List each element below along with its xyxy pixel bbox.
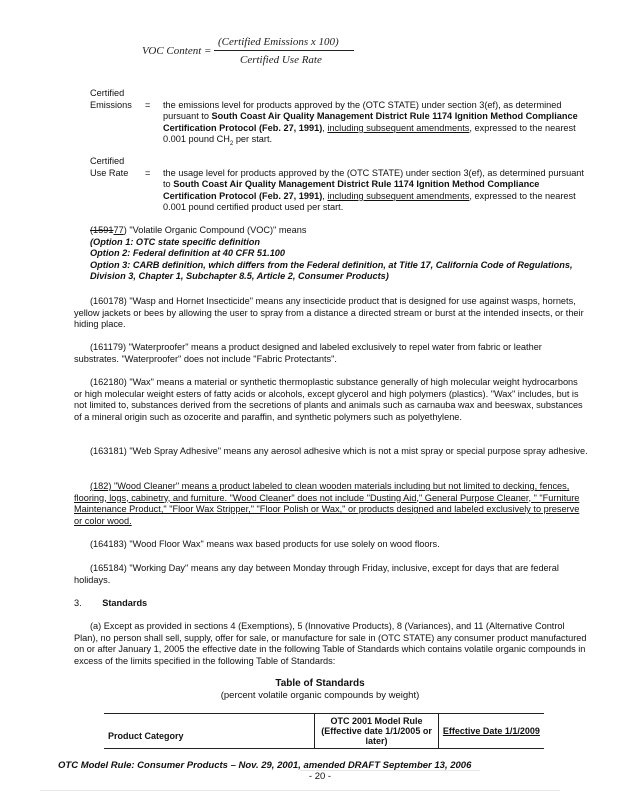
column-header-otc-2001: OTC 2001 Model Rule (Effective date 1/1/2005 or later) xyxy=(315,714,439,749)
definition-text: the emissions level for products approved by the (OTC STATE) under section 3(ef), as determined pursuant to South Coast Air Quality Management District Rule 1174 Ignition Method Compliance Certification Protocol (Feb. 27, 1991), including subsequent amendments, expressed to the nearest 0.001 pound $CH_2$ per start. xyxy=(163,99,578,148)
equals-sign: = xyxy=(145,99,151,110)
section-3-heading xyxy=(74,598,374,610)
table-title: Table of Standards xyxy=(275,678,365,689)
formula-numerator: (Certified Emissions x 100) xyxy=(218,36,339,48)
term-line1: Certified xyxy=(90,88,125,98)
option-3: Option 3: CARB definition, which differs from the Federal definition, at Title 17, California Code of Regulations, Division 3, Chapter 1, Subchapter 8.5, Article 2, Consumer Products) xyxy=(90,259,573,282)
voc-definition xyxy=(90,225,590,283)
definition-wood-cleaner: (182) "Wood Cleaner" means a product labeled to clean wooden materials including but not limited to decking, fences, flooring, logs, cabinetry, and furniture. "Wood Cleaner" does not include "Dusting Aid," General Purpose Cleaner, " "Furniture Maintenance Product," "Floor Wax Stripper," "Floor Polish or Wax," or products designed and labeled exclusively to preserve or color wood. xyxy=(74,481,580,526)
formula-lhs: VOC Content = xyxy=(142,45,212,57)
definition-text: the usage level for products approved by the (OTC STATE) under section 3(ef), as determined pursuant to South Coast Air Quality Management District Rule 1174 Ignition Method Compliance Certification Protocol (Feb. 27, 1991), including subsequent amendments, expressed to the nearest 0.001 pound certified product used per start. xyxy=(163,167,584,213)
voc-definition-heading: (159177) "Volatile Organic Compound (VOC)" means xyxy=(90,225,307,235)
page-number: - 20 - xyxy=(308,771,332,782)
section-title: Standards xyxy=(102,598,148,608)
term-line1: Certified xyxy=(90,156,125,166)
term-line2: Emissions xyxy=(90,99,132,110)
column-header-product-category: Product Category xyxy=(104,714,315,749)
table-subtitle: (percent volatile organic compounds by weight) xyxy=(220,690,420,701)
voc-formula xyxy=(142,36,382,68)
option-2: Option 2: Federal definition at 40 CFR 51.100 xyxy=(90,248,286,259)
section-number: 3. xyxy=(74,598,82,608)
column-header-effective-2009: Effective Date 1/1/2009 xyxy=(438,714,544,749)
footer-text: OTC Model Rule: Consumer Products – Nov. 29, 2001, amended DRAFT September 13, 2006 xyxy=(58,760,472,771)
definition-web-spray-adhesive: (163181) "Web Spray Adhesive" means any aerosol adhesive which is not a mist spray or special purpose spray adhesive. xyxy=(90,446,588,456)
table-header-row xyxy=(104,714,544,749)
section-3-paragraph-a: (a) Except as provided in sections 4 (Exemptions), 5 (Innovative Products), 8 (Variances), and 11 (Alternative Control Plan), no person shall sell, supply, offer for sale, or manufacture for sale in (OTC STATE) any consumer product manufactured on or after January 1, 2005 the effective date in the following Table of Standards which contains volatile organic compounds in excess of the limits specified in the following Table of Standards: xyxy=(74,621,587,666)
option-1: (Option 1: OTC state specific definition xyxy=(90,236,260,247)
definition-wax: (162180) "Wax" means a material or synthetic thermoplastic substance generally of high molecular weight hydrocarbons or high molecular weight esters of fatty acids or alcohols, except glycerol and high polymers (plastics). "Wax" includes, but is not limited to, substances derived from the secretions of plants and animals such as carnauba wax and beeswax, substances of a mineral origin such as ozocerite and paraffin, and synthetic polymers such as polyethylene. xyxy=(74,377,583,422)
standards-table xyxy=(104,713,544,749)
definition-wasp-hornet-insecticide: (160178) "Wasp and Hornet Insecticide" means any insecticide product that is designed for use against wasps, hornets, yellow jackets or bees by allowing the user to spray from a distance a directed stream or burst at the intended insects, or their hiding place. xyxy=(74,296,584,330)
definition-working-day: (165184) "Working Day" means any day between Monday through Friday, inclusive, except for days that are federal holidays. xyxy=(74,563,559,585)
formula-denominator: Certified Use Rate xyxy=(240,54,322,66)
definition-wood-floor-wax: (164183) "Wood Floor Wax" means wax based products for use solely on wood floors. xyxy=(90,539,440,549)
equals-sign: = xyxy=(145,167,151,178)
term-line2: Use Rate xyxy=(90,167,129,178)
fraction-bar xyxy=(214,50,354,51)
definition-waterproofer: (161179) "Waterproofer" means a product designed and labeled exclusively to repel water from fabric or leather substrates. "Waterproofer" does not include "Fabric Protectants". xyxy=(74,342,542,364)
